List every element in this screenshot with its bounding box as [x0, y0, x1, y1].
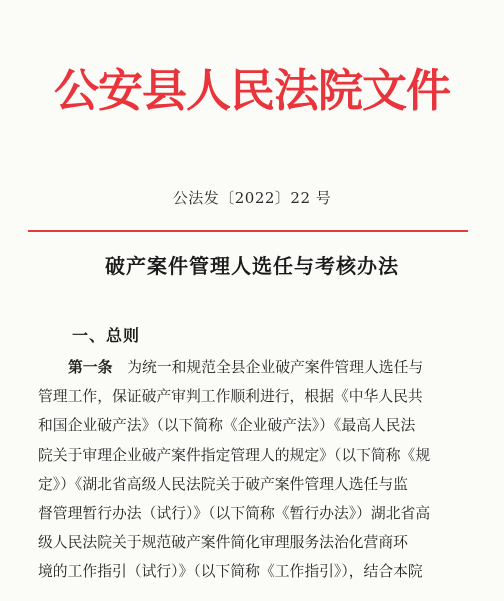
- paragraph-line: 管理工作，保证破产审判工作顺利进行，根据《中华人民共: [38, 388, 423, 406]
- paragraph-line: 督管理暂行办法（试行）》（以下简称《暂行办法》）湖北省高: [38, 504, 431, 522]
- document-title: 破产案件管理人选任与考核办法: [105, 254, 399, 278]
- section-heading: 一、总则: [72, 326, 141, 345]
- red-divider: [28, 230, 468, 232]
- issuer-title: 公安县人民法院文件: [53, 64, 450, 117]
- paragraph-line: 院关于审理企业破产案件指定管理人的规定》（以下简称《规: [38, 446, 431, 464]
- paragraph-line: 定》）《湖北省高级人民法院关于破产案件管理人选任与监: [38, 475, 408, 493]
- article-body: [38, 353, 458, 587]
- paragraph-line: [38, 353, 458, 382]
- paragraph-line: 境的工作指引（试行）》（以下简称《工作指引》），结合本院: [38, 563, 423, 581]
- document-number: 公法发〔2022〕22 号: [172, 189, 332, 207]
- paragraph-line: 和国企业破产法》（以下简称《企业破产法》）《最高人民法: [38, 417, 416, 435]
- paragraph-line-text: 为统一和规范全县企业破产案件管理人选任与: [127, 359, 424, 376]
- paragraph-line: 级人民法院关于规范破产案件简化审理服务法治化营商环: [38, 534, 408, 552]
- article-label: 第一条: [68, 359, 113, 376]
